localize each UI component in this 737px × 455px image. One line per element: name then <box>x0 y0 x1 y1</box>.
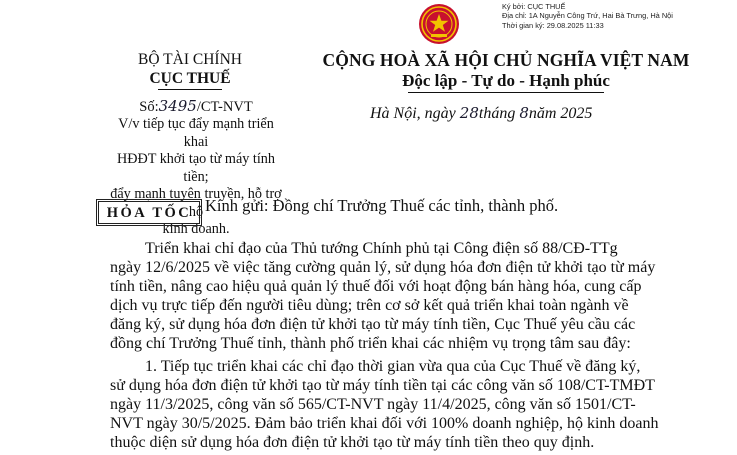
national-emblem-icon <box>418 3 460 45</box>
national-header-block <box>300 50 712 93</box>
date-month-label: tháng <box>478 105 520 122</box>
body-line: thuộc diện sử dụng hóa đơn điện tử khởi tạo từ máy tính tiền theo quy định. <box>110 434 595 451</box>
subject-line: HĐĐT khởi tạo từ máy tính tiền; <box>117 151 275 185</box>
body-line: NVT ngày 30/5/2025. Đảm bảo triển khai đối với 100% doanh nghiệp, hộ kinh doanh <box>110 415 659 432</box>
subject-line: V/v tiếp tục đẩy mạnh triển khai <box>118 116 274 150</box>
motto-underline <box>408 92 604 93</box>
signer-address-text: Địa chỉ: 1A Nguyễn Công Trứ, Hai Bà Trưng, Hà Nội <box>502 11 673 21</box>
date-month: 8 <box>519 104 529 122</box>
body-line: tính tiền, nâng cao hiệu quả quản lý thuế đối với hoạt động bán hàng hóa, cung cấp <box>110 278 642 295</box>
issuing-agency-block <box>110 50 270 90</box>
national-motto: Độc lập - Tự do - Hạnh phúc <box>402 71 610 90</box>
subject-line: đẩy mạnh tuyên truyền, hỗ trợ hộ <box>110 186 282 220</box>
parent-ministry: BỘ TÀI CHÍNH <box>138 51 242 68</box>
body-line: 1. Tiếp tục triển khai các chỉ đạo thời gian vừa qua của Cục Thuế về đăng ký, <box>145 358 641 375</box>
date-year-label: năm 2025 <box>528 105 593 122</box>
document-number <box>108 98 284 116</box>
body-line: đăng ký, sử dụng hóa đơn điện tử khởi tạo từ máy tính tiền, Cục Thuế yêu cầu các <box>110 316 636 333</box>
date-prefix: Hà Nội, ngày <box>370 105 460 122</box>
agency-name: CỤC THUẾ <box>149 70 231 87</box>
subject-line: kinh doanh. <box>162 221 230 237</box>
body-line: ngày 11/3/2025, công văn số 565/CT-NVT ngày 11/4/2025, công văn số 1501/CT- <box>110 396 636 413</box>
body-line: đồng chí Trưởng Thuế tỉnh, thành phố triển khai các nhiệm vụ trọng tâm sau đây: <box>110 335 631 352</box>
signed-time-text: Thời gian ký: 29.08.2025 11:33 <box>502 20 604 30</box>
nation-title: CỘNG HOÀ XÃ HỘI CHỦ NGHĨA VIỆT NAM <box>322 50 690 70</box>
signed-by-text: Ký bởi: CỤC THUẾ <box>502 2 566 11</box>
urgency-stamp: HỎA TỐC <box>96 199 202 226</box>
recipient-line: Kính gửi: Đồng chí Trưởng Thuế các tỉnh, thành phố. <box>205 196 559 215</box>
document-number-handwritten: 3495 <box>158 97 197 115</box>
date-line <box>370 103 592 124</box>
body-line: sử dụng hóa đơn điện tử khởi tạo từ máy tính tiền tại các công văn số 108/CT-TMĐT <box>110 377 655 394</box>
date-day: 28 <box>459 104 479 122</box>
digital-signature-info <box>502 2 673 30</box>
agency-underline <box>158 89 222 90</box>
body-line: ngày 12/6/2025 về việc tăng cường quản lý, sử dụng hóa đơn điện tử khởi tạo từ máy <box>110 259 656 276</box>
body-line: Triển khai chỉ đạo của Thủ tướng Chính phủ tại Công điện số 88/CĐ-TTg <box>145 240 618 257</box>
document-number-suffix: /CT-NVT <box>196 99 253 115</box>
body-line: dịch vụ trực tiếp đến người tiêu dùng; trên cơ sở kết quả triển khai toàn ngành về <box>110 297 629 314</box>
document-number-prefix: Số: <box>139 99 159 115</box>
